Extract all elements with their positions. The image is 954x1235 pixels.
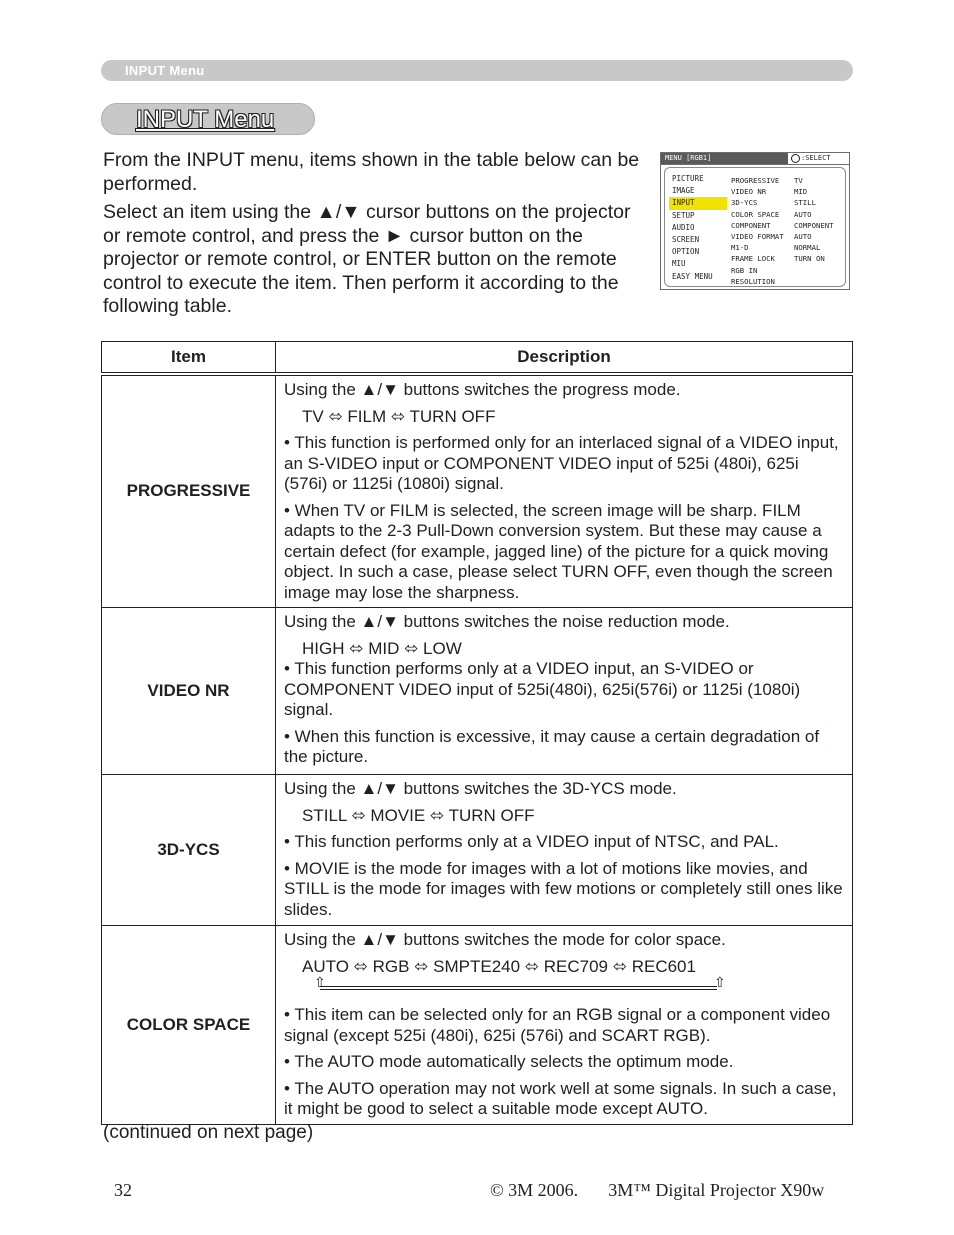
- osd-menu-item-active: INPUT: [669, 197, 727, 209]
- item-name: PROGRESSIVE: [102, 376, 276, 608]
- osd-menu-item: AUDIO: [672, 222, 695, 232]
- item-name: COLOR SPACE: [102, 926, 276, 1125]
- osd-menu-item: SETUP: [672, 210, 695, 220]
- osd-title: MENU [RGB1]: [661, 153, 788, 164]
- item-name: 3D-YCS: [102, 775, 276, 926]
- osd-item: RESOLUTION: [731, 276, 775, 286]
- item-description: Using the ▲/▼ buttons switches the mode for color space. AUTO ⬄ RGB ⬄ SMPTE240 ⬄ REC709 ⬄ REC601 ⇧ ⇧ • This item can be selected only for an RGB signal or a component video signal (except 525i (480i), 625i (576i) and SCART RGB). • The AUTO mode automatically selects the optimum mode. • The AUTO operation may not work well at some signals. In such a case, it might be good to select a suitable mode except AUTO.: [276, 926, 853, 1125]
- copyright: © 3M 2006.: [490, 1180, 579, 1200]
- osd-panel: [664, 167, 846, 287]
- osd-value: STILL: [794, 198, 816, 208]
- product-name: 3M™ Digital Projector X90w: [608, 1180, 825, 1200]
- loop-line: [320, 986, 717, 990]
- osd-menu-item: OPTION: [672, 247, 700, 257]
- table-row-3d-ycs: [102, 775, 853, 926]
- intro-paragraph-1: From the INPUT menu, items shown in the table below can be performed.: [103, 149, 640, 195]
- column-header-description: Description: [276, 342, 853, 373]
- osd-value: AUTO: [794, 209, 812, 219]
- osd-item-list: [731, 175, 784, 287]
- item-name: VIDEO NR: [102, 608, 276, 775]
- osd-value: TURN ON: [794, 254, 825, 264]
- page-title-pill: [101, 103, 315, 135]
- osd-item: FRAME LOCK: [731, 254, 775, 264]
- footer-text: [490, 1180, 824, 1201]
- osd-value: NORMAL: [794, 243, 821, 253]
- page-title: INPUT Menu: [136, 106, 275, 133]
- osd-item: PROGRESSIVE: [731, 176, 780, 185]
- loop-back-arrow: [314, 974, 726, 999]
- item-description: Using the ▲/▼ buttons switches the 3D-YCS mode. STILL ⬄ MOVIE ⬄ TURN OFF • This function performs only at a VIDEO input of NTSC, and PAL. • MOVIE is the mode for images with a lot of motions like movies, and STILL is the mode for images with few motions or completely still ones like slides.: [276, 775, 853, 926]
- osd-item: VIDEO NR: [731, 187, 767, 197]
- osd-value: MID: [794, 187, 808, 197]
- osd-menu-screenshot: [660, 152, 850, 290]
- osd-menu-item: EASY MENU: [672, 271, 713, 281]
- table-row-video-nr: [102, 608, 853, 775]
- page-number: 32: [114, 1180, 132, 1200]
- continued-note: (continued on next page): [103, 1122, 314, 1143]
- up-arrow-icon: ⇧: [314, 974, 326, 990]
- osd-menu-item: SCREEN: [672, 234, 700, 244]
- osd-item: M1-D: [731, 243, 749, 253]
- osd-item: 3D-YCS: [731, 198, 758, 208]
- table-row-progressive: [102, 376, 853, 608]
- section-header-label: INPUT Menu: [125, 63, 205, 78]
- column-header-item: Item: [102, 342, 276, 373]
- table-header-row: [102, 342, 853, 373]
- osd-item: COMPONENT: [731, 220, 771, 230]
- osd-item: RGB IN: [731, 265, 758, 275]
- osd-value: COMPONENT: [794, 220, 834, 230]
- osd-item: VIDEO FORMAT: [731, 231, 784, 241]
- osd-menu-item: MIU: [672, 259, 686, 269]
- select-dial-icon: [791, 154, 800, 163]
- osd-title-bar: [661, 153, 849, 165]
- input-menu-table: [101, 341, 853, 1125]
- osd-item: COLOR SPACE: [731, 209, 780, 219]
- table-row-color-space: [102, 926, 853, 1125]
- osd-value: TV: [794, 176, 803, 185]
- item-description: Using the ▲/▼ buttons switches the progress mode. TV ⬄ FILM ⬄ TURN OFF • This function is performed only for an interlaced signal of a VIDEO input, an S-VIDEO input or COMPONENT VIDEO input of 525i (480i), 625i (576i) or 1125i (1080i) signal. • When TV or FILM is selected, the screen image will be sharp. FILM adapts to the 2-3 Pull-Down conversion system. But these may cause a certain defect (for example, jagged line) of the picture for a quick moving object. In such a case, please select TURN OFF, even though the screen image may lose the sharpness.: [276, 376, 853, 608]
- item-description: Using the ▲/▼ buttons switches the noise reduction mode. HIGH ⬄ MID ⬄ LOW • This function performs only at a VIDEO input, an S-VIDEO or COMPONENT VIDEO input of 525i(480i), 625i(576i) or 1125i (1080i) signal. • When this function is excessive, it may cause a certain degradation of the picture.: [276, 608, 853, 775]
- osd-select-hint: :SELECT: [789, 153, 849, 164]
- intro-text: [103, 149, 651, 324]
- intro-paragraph-2: Select an item using the ▲/▼ cursor buttons on the projector or remote control, and press the ► cursor button on the projector or remote control, or ENTER button on the remote control to execute the item. Then perform it according to the following table.: [103, 201, 631, 317]
- osd-menu-list: [669, 173, 727, 283]
- osd-menu-item: PICTURE: [672, 174, 704, 183]
- up-arrow-icon: ⇧: [714, 974, 726, 990]
- section-header-bar: [101, 60, 853, 81]
- osd-value-list: [794, 175, 834, 265]
- osd-menu-item: IMAGE: [672, 186, 695, 196]
- osd-value: AUTO: [794, 231, 812, 241]
